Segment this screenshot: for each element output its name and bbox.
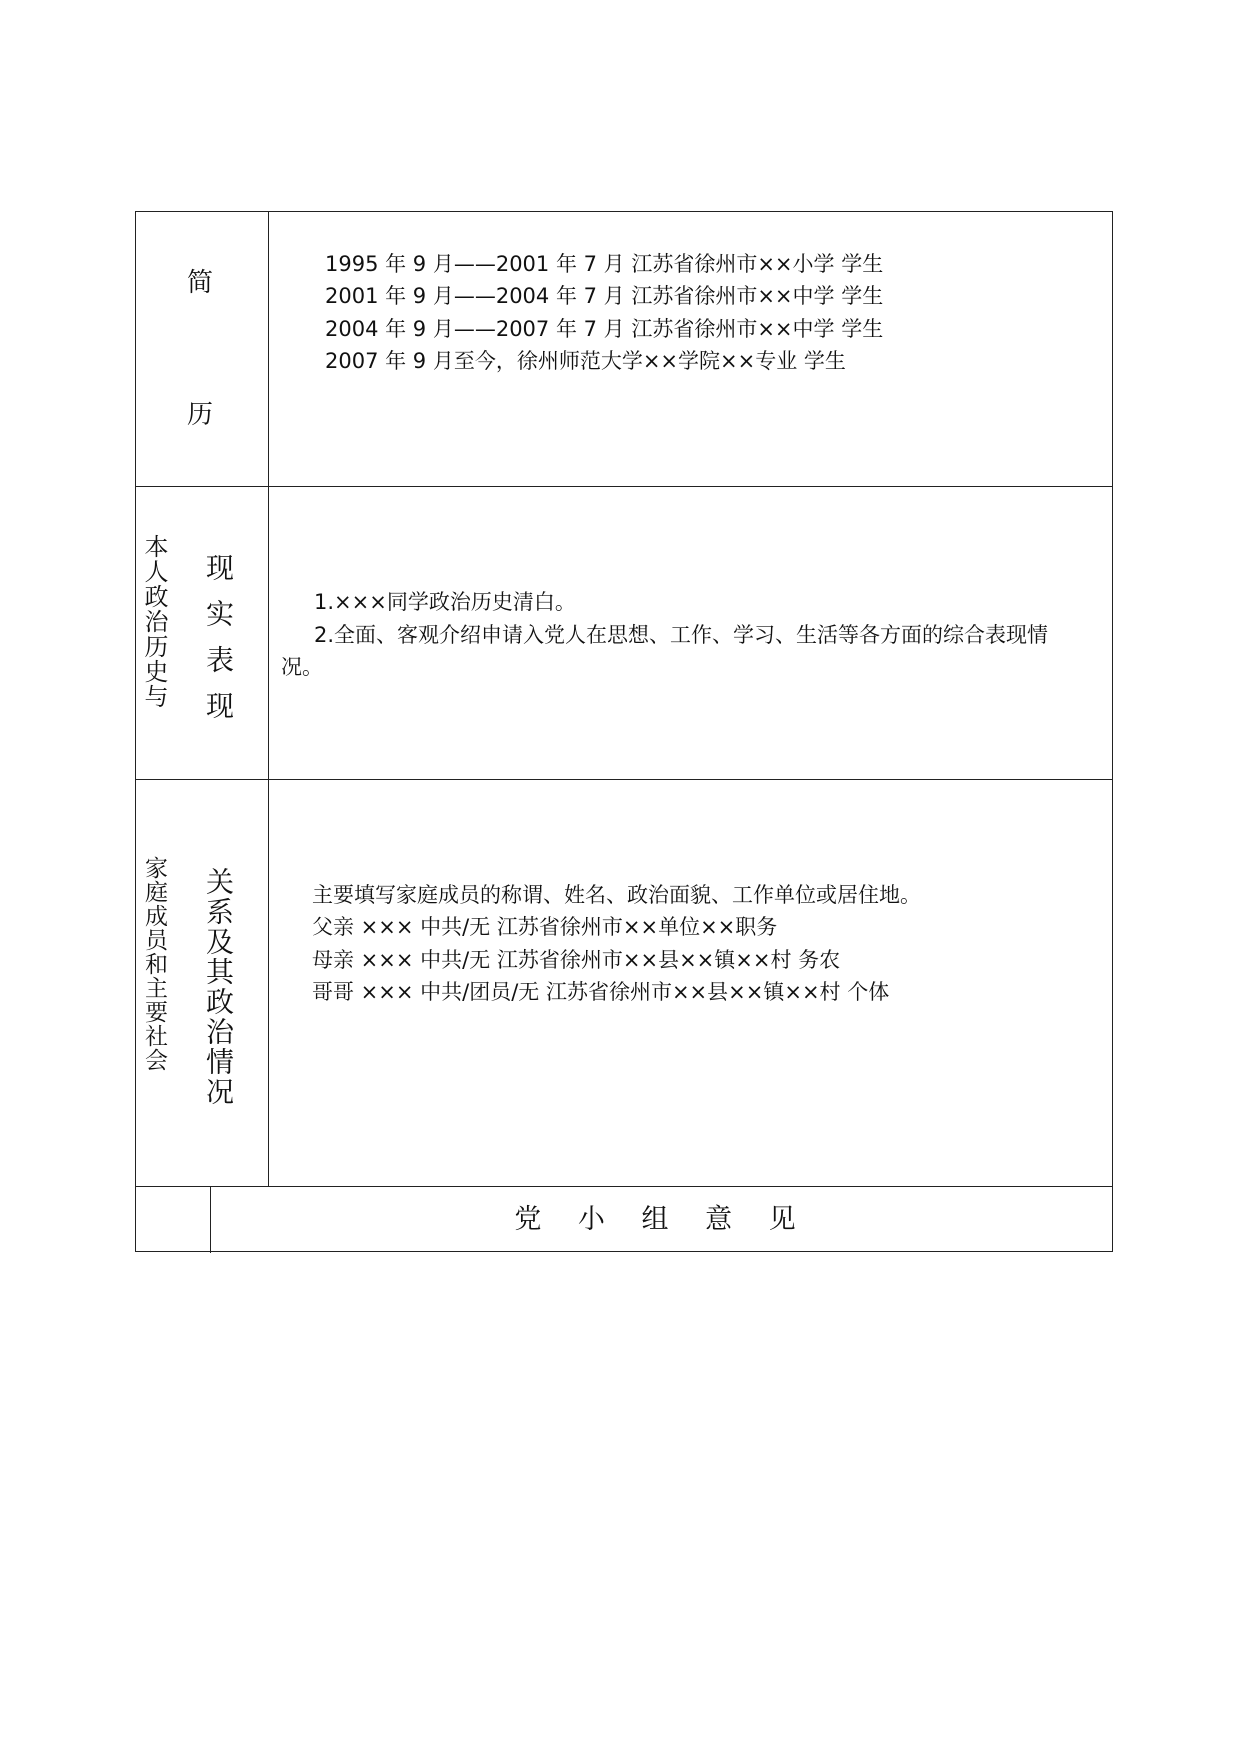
- family-member: 母亲 ××× 中共/无 江苏省徐州市××县××镇××村 务农: [312, 948, 841, 972]
- performance-label-right: 现实表现: [202, 553, 235, 737]
- row-divider: [136, 486, 1112, 487]
- family-member: 父亲 ××× 中共/无 江苏省徐州市××单位××职务: [312, 915, 778, 939]
- resume-line: 2001 年 9 月——2004 年 7 月 江苏省徐州市××中学 学生: [325, 284, 884, 308]
- resume-line: 2007 年 9 月至今，徐州师范大学××学院××专业 学生: [325, 349, 846, 373]
- row-divider: [136, 779, 1112, 780]
- family-member: 哥哥 ××× 中共/团员/无 江苏省徐州市××县××镇××村 个体: [312, 980, 890, 1004]
- performance-line: 1.×××同学政治历史清白。: [314, 590, 576, 614]
- performance-label-left: 本人政治历史与: [140, 534, 168, 709]
- family-label-right: 关系及其政治情况: [202, 867, 235, 1107]
- resume-label-bottom: 历: [187, 400, 214, 430]
- resume-line: 1995 年 9 月——2001 年 7 月 江苏省徐州市××小学 学生: [325, 252, 884, 276]
- family-label-left: 家庭成员和主要社会: [141, 856, 167, 1072]
- family-intro: 主要填写家庭成员的称谓、姓名、政治面貌、工作单位或居住地。: [312, 883, 921, 907]
- row-divider: [136, 1186, 1112, 1187]
- application-form-table: [135, 211, 1113, 1252]
- performance-line: 2.全面、客观介绍申请入党人在思想、工作、学习、生活等各方面的综合表现情: [314, 623, 1049, 647]
- column-divider: [268, 212, 269, 1186]
- group-opinion-title: 党 小 组 意 见: [514, 1204, 810, 1235]
- resume-label-top: 简: [187, 268, 214, 298]
- column-divider: [210, 1186, 211, 1253]
- resume-line: 2004 年 9 月——2007 年 7 月 江苏省徐州市××中学 学生: [325, 317, 884, 341]
- performance-line: 况。: [281, 655, 323, 679]
